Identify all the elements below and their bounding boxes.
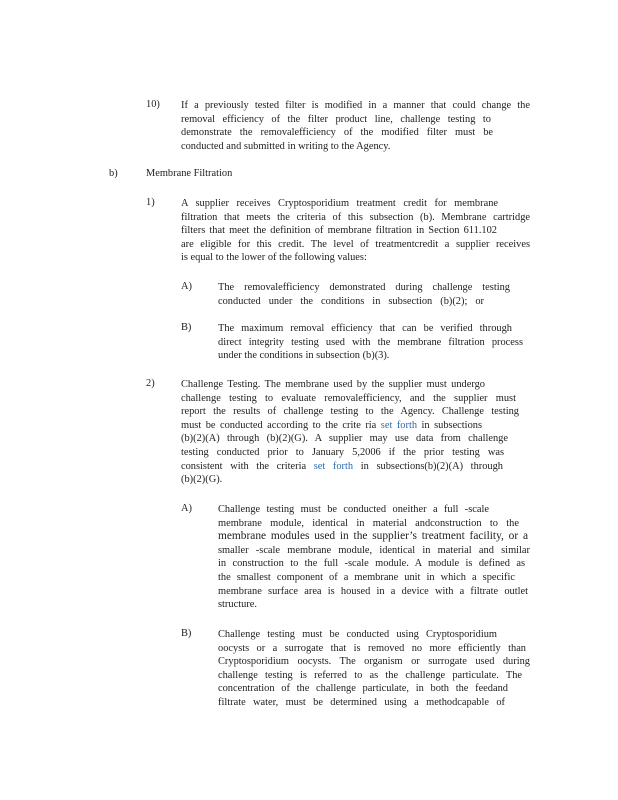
text-line: direct integrity testing used with the membrane filtration process xyxy=(218,336,523,348)
set-forth-link[interactable]: set forth xyxy=(313,460,354,472)
item-2-b-label: B) xyxy=(181,628,192,639)
section-b-title: Membrane Filtration xyxy=(146,168,233,179)
item-2-label: 2) xyxy=(146,378,155,389)
text-line: (b)(2)(G). xyxy=(181,474,223,486)
text-line: The removalefficiency demonstrated during challenge testing xyxy=(218,282,510,293)
text-line: filters that meet the definition of membrane filtration in Section 611.102 xyxy=(181,225,497,237)
text-line: concentration of the challenge particulate, in both the feedand xyxy=(218,683,508,695)
item-1-text xyxy=(181,197,530,265)
text-segment: in subsections(b)(2)(A) through xyxy=(353,460,504,472)
text-segment: consistent with the criteria xyxy=(181,460,314,472)
text-line: Challenge Testing. The membrane used by the supplier must undergo xyxy=(181,379,485,390)
text-line: in construction to the full -scale module. A module is defined as xyxy=(218,558,525,570)
text-line: membrane surface area is housed in a device with a filtrate outlet xyxy=(218,585,528,597)
item-2-text xyxy=(181,378,519,487)
text-line: conducted under the conditions in subsection (b)(2); or xyxy=(218,295,484,307)
text-line: structure. xyxy=(218,599,257,611)
text-line: report the results of challenge testing to the Agency. Challenge testing xyxy=(181,406,519,418)
text-line: is equal to the lower of the following values: xyxy=(181,252,367,264)
text-line: membrane module, identical in material andconstruction to the xyxy=(218,517,519,529)
text-line: If a previously tested filter is modified in a manner that could change the xyxy=(181,100,530,111)
text-line: conducted and submitted in writing to the Agency. xyxy=(181,140,391,152)
section-b-label: b) xyxy=(109,168,118,179)
text-line: oocysts or a surrogate that is removed no more efficiently than xyxy=(218,642,526,654)
text-line: filtration that meets the criteria of this subsection (b). Membrane cartridge xyxy=(181,211,530,223)
item-2-a-label: A) xyxy=(181,503,192,514)
text-line: demonstrate the removalefficiency of the modified filter must be xyxy=(181,127,493,139)
text-line: The maximum removal efficiency that can be verified through xyxy=(218,323,512,334)
item-1-a-text xyxy=(218,281,510,308)
item-1-b-label: B) xyxy=(181,322,192,333)
text-segment: must be conducted according to the crite ria xyxy=(181,419,381,431)
set-forth-link[interactable]: set forth xyxy=(380,419,418,431)
text-line xyxy=(181,419,482,433)
text-line xyxy=(181,460,503,474)
text-line: filtrate water, must be determined using a methodcapable of xyxy=(218,696,505,708)
text-line: challenge testing to evaluate removalefficiency, and the supplier must xyxy=(181,392,516,404)
item-2-b-text xyxy=(218,628,530,710)
text-line: membrane modules used in the supplier’s treatment facility, or a xyxy=(218,530,528,543)
text-line: smaller -scale membrane module, identical in material and similar xyxy=(218,544,530,556)
text-line: Challenge testing must be conducted using Cryptosporidium xyxy=(218,629,497,640)
text-line: challenge testing is referred to as the challenge particulate. The xyxy=(218,669,522,681)
item-1-label: 1) xyxy=(146,197,155,208)
item-1-a-label: A) xyxy=(181,281,192,292)
text-segment: in subsections xyxy=(417,419,483,431)
item-2-a-text xyxy=(218,503,528,612)
text-line: Challenge testing must be conducted oneither a full -scale xyxy=(218,504,489,515)
item-10-text xyxy=(181,99,530,153)
text-line: removal efficiency of the filter product line, challenge testing to xyxy=(181,113,491,125)
text-line: (b)(2)(A) through (b)(2)(G). A supplier may use data from challenge xyxy=(181,433,508,445)
text-line: A supplier receives Cryptosporidium treatment credit for membrane xyxy=(181,198,498,209)
item-1-b-text xyxy=(218,322,523,363)
item-10-label: 10) xyxy=(146,99,160,110)
text-line: under the conditions in subsection (b)(3). xyxy=(218,350,390,362)
text-line: are eligible for this credit. The level of treatmentcredit a supplier receives xyxy=(181,238,530,250)
text-line: testing conducted prior to January 5,2006 if the prior testing was xyxy=(181,446,504,458)
text-line: the smallest component of a membrane unit in which a specific xyxy=(218,571,515,583)
text-line: Cryptosporidium oocysts. The organism or surrogate used during xyxy=(218,656,530,668)
